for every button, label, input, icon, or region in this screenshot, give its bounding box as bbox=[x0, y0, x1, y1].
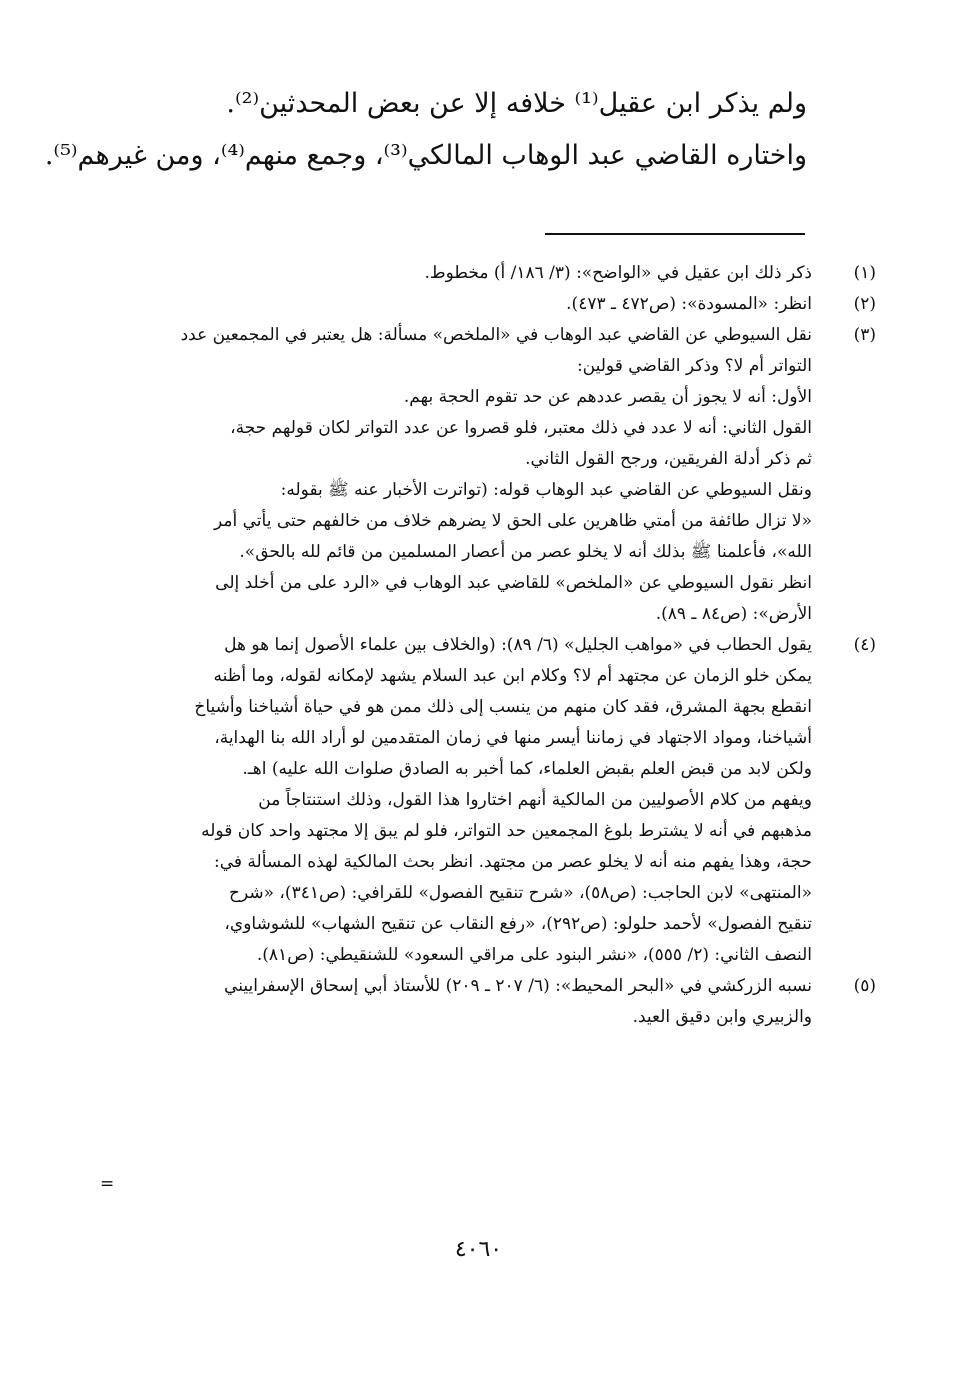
footnote-line: «المنتهى» لابن الحاجب: (ص٥٨)، «شرح تنقيح الفصول» للقرافي: (ص٣٤١)، «شرح bbox=[229, 883, 812, 903]
footnote-line: النصف الثاني: (٢/ ٥٥٥)، «نشر البنود على مراقي السعود» للشنقيطي: (ص٨١). bbox=[256, 945, 812, 965]
footnote-2 bbox=[109, 289, 876, 320]
footnote-line: القول الثاني: أنه لا عدد في ذلك معتبر، فلو قصروا عن عدد التواتر لكان قولهم حجة، bbox=[230, 418, 812, 438]
footnote-line: مذهبهم في أنه لا يشترط بلوغ المجمعين حد التواتر، فلو لم يبق إلا مجتهد واحد كان قوله bbox=[201, 821, 812, 841]
footnote-line: الأرض»: (ص٨٤ ـ ٨٩). bbox=[655, 604, 812, 624]
footnote-5 bbox=[109, 971, 876, 1033]
main-text-line: واختاره القاضي عبد الوهاب المالكي⁽³⁾، وجمع منهم⁽⁴⁾، ومن غيرهم⁽⁵⁾. bbox=[44, 140, 807, 171]
footnote-number: (١) bbox=[853, 263, 876, 283]
footnote-line: «لا تزال طائفة من أمتي ظاهرين على الحق لا يضرهم خلاف من خالفهم حتى يأتي أمر bbox=[214, 511, 812, 531]
footnote-line: انقطع بجهة المشرق، فقد كان منهم من ينسب إلى ذلك ممن هو في حياة أشياخنا وأشياخ bbox=[194, 697, 812, 717]
footnote-line: ثم ذكر أدلة الفريقين، ورجح القول الثاني. bbox=[525, 449, 812, 469]
footnote-4 bbox=[109, 630, 876, 971]
footnote-line: الأول: أنه لا يجوز أن يقصر عددهم عن حد تقوم الحجة بهم. bbox=[403, 387, 812, 407]
footnote-line: والزبيري وابن دقيق العيد. bbox=[632, 1007, 812, 1027]
footnote-separator bbox=[545, 233, 805, 235]
footnote-3 bbox=[109, 320, 876, 630]
footnote-number: (٥) bbox=[853, 976, 876, 996]
footnote-line: ولكن لابد من قبض العلم بقبض العلماء، كما أخبر به الصادق صلوات الله عليه) اهـ. bbox=[242, 759, 812, 779]
main-text bbox=[44, 78, 807, 182]
footnote-number: (٢) bbox=[853, 294, 876, 314]
footnote-number: (٤) bbox=[853, 635, 876, 655]
footnote-line: ويفهم من كلام الأصوليين من المالكية أنهم اختاروا هذا القول، وذلك استنتاجاً من bbox=[258, 790, 812, 810]
footnote-line: نسبه الزركشي في «البحر المحيط»: (٦/ ٢٠٧ ـ ٢٠٩) للأستاذ أبي إسحاق الإسفراييني bbox=[224, 976, 812, 996]
footnote-line: انظر: «المسودة»: (ص٤٧٢ ـ ٤٧٣). bbox=[566, 294, 812, 314]
footnotes bbox=[109, 258, 876, 1033]
footnote-line: التواتر أم لا؟ وذكر القاضي قولين: bbox=[576, 356, 812, 376]
footnote-number: (٣) bbox=[853, 325, 876, 345]
page-number: ٤٠٦٠ bbox=[454, 1237, 503, 1262]
footnote-line: تنقيح الفصول» لأحمد حلولو: (ص٢٩٢)، «رفع النقاب عن تنقيح الشهاب» للشوشاوي، bbox=[224, 914, 812, 934]
footnote-line: حجة، وهذا يفهم منه أنه لا يخلو عصر من مجتهد. انظر بحث المالكية لهذه المسألة في: bbox=[214, 852, 812, 872]
footnote-line: ذكر ذلك ابن عقيل في «الواضح»: (٣/ ١٨٦/ أ) مخطوط. bbox=[424, 263, 812, 283]
footnote-line: أشياخنا، ومواد الاجتهاد في زماننا أيسر منها في زمان المتقدمين لو أراد الله بنا الهداية، bbox=[214, 728, 812, 748]
footnote-line: الله»، فأعلمنا ﷺ بذلك أنه لا يخلو عصر من أعصار المسلمين من قائم لله بالحق». bbox=[239, 542, 812, 562]
continuation-marker: = bbox=[100, 1174, 115, 1194]
footnote-line: يمكن خلو الزمان عن مجتهد أم لا؟ وكلام ابن عبد السلام يشهد لإمكانه لقوله، وما أظنه bbox=[213, 666, 812, 686]
footnote-1 bbox=[109, 258, 876, 289]
footnote-line: نقل السيوطي عن القاضي عبد الوهاب في «الملخص» مسألة: هل يعتبر في المجمعين عدد bbox=[180, 325, 812, 345]
footnote-line: ونقل السيوطي عن القاضي عبد الوهاب قوله: (تواترت الأخبار عنه ﷺ بقوله: bbox=[280, 480, 812, 500]
footnote-line: يقول الحطاب في «مواهب الجليل» (٦/ ٨٩): (والخلاف بين علماء الأصول إنما هو هل bbox=[224, 635, 812, 655]
main-text-line: ولم يذكر ابن عقيل⁽¹⁾ خلافه إلا عن بعض المحدثين⁽²⁾. bbox=[226, 88, 807, 119]
footnote-line: انظر نقول السيوطي عن «الملخص» للقاضي عبد الوهاب في «الرد على من أخلد إلى bbox=[215, 573, 812, 593]
